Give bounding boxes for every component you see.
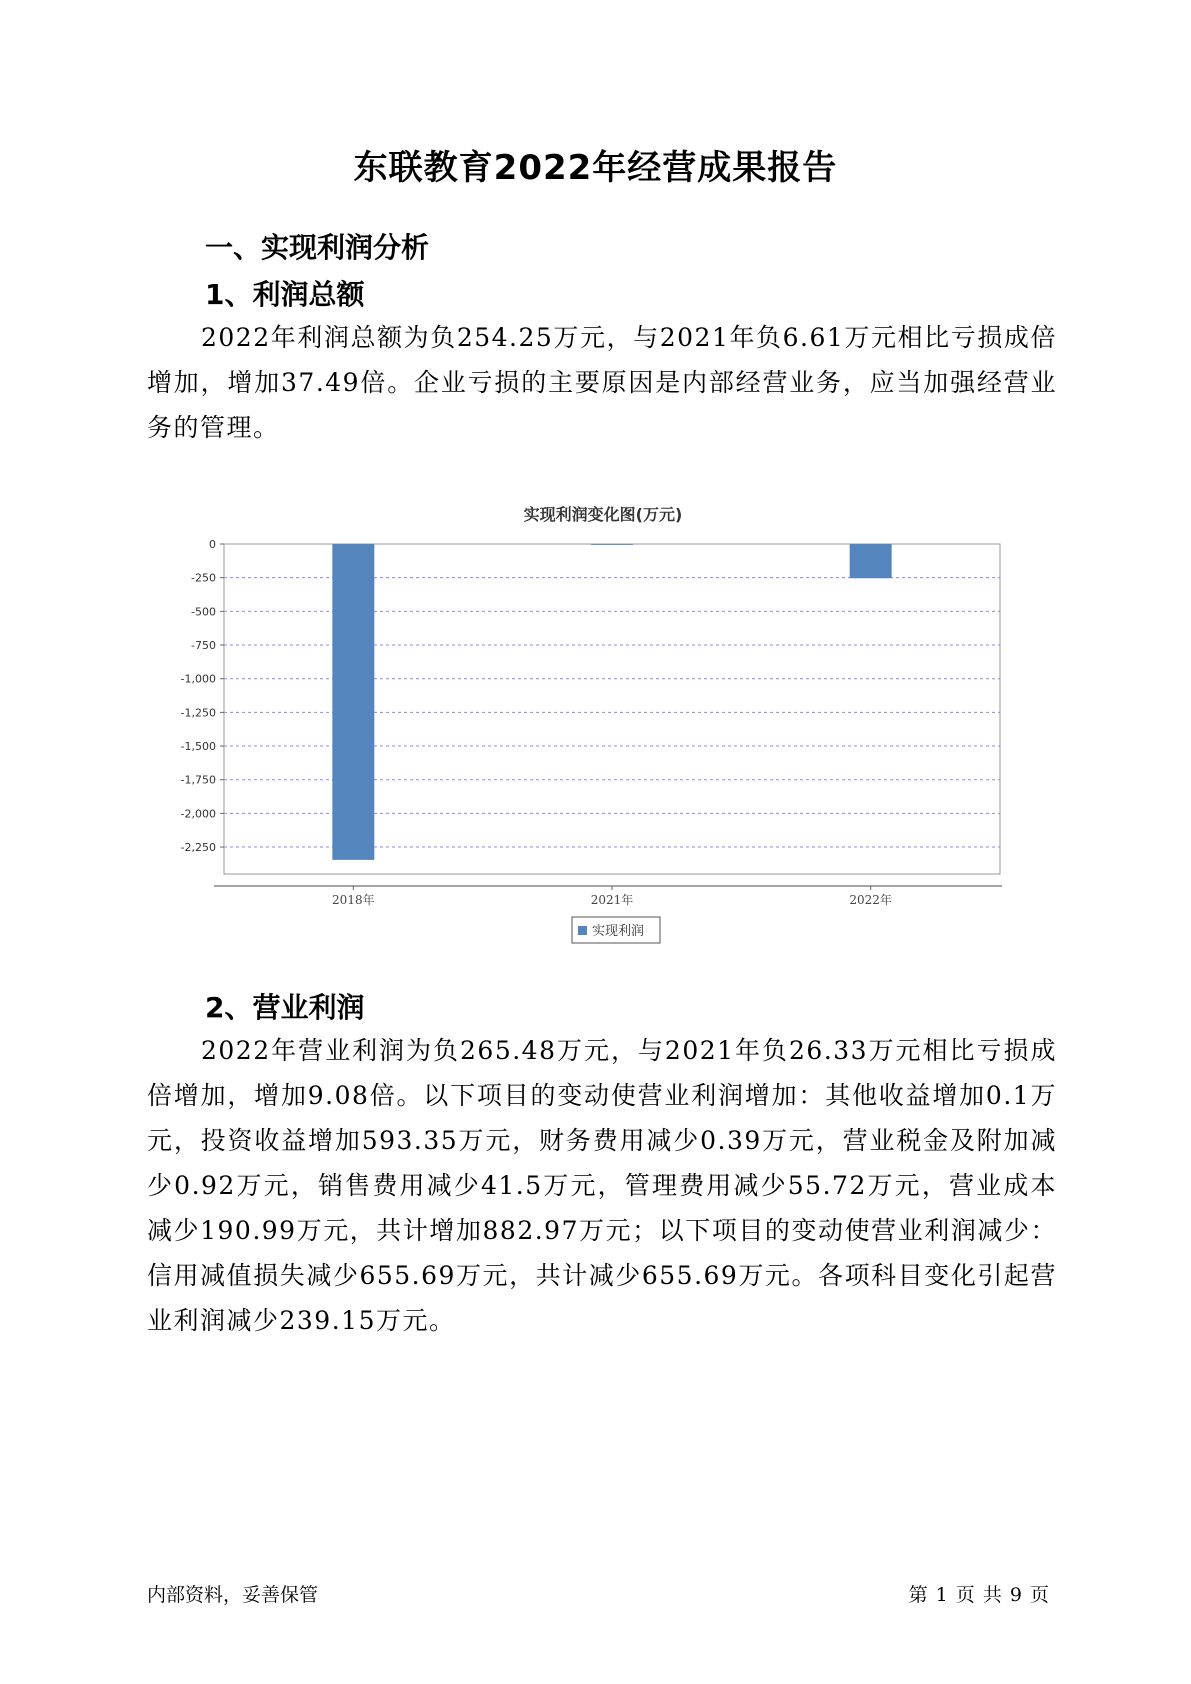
y-tick-label: 0 [209,538,216,551]
paragraph-total-profit: 2022年利润总额为负254.25万元，与2021年负6.61万元相比亏损成倍增加，增加37.49倍。企业亏损的主要原因是内部经营业务，应当加强经营业务的管理。 [147,323,1057,442]
y-tick-label: -1,000 [180,672,216,686]
bar-0 [332,544,374,860]
profit-chart [150,496,1050,956]
y-tick-label: -2,000 [180,807,216,821]
chart-title: 实现利润变化图(万元) [523,505,683,524]
subsection-heading-operating-profit: 2、营业利润 [205,991,365,1024]
document-title: 东联教育2022年经营成果报告 [353,148,838,188]
footer-confidential-note: 内部资料，妥善保管 [147,1584,319,1606]
legend-swatch [578,926,587,935]
chart-plot-area [181,538,1002,943]
y-tick-label: -1,250 [180,706,216,720]
x-tick-label: 2018年 [332,893,375,907]
y-tick-label: -250 [191,571,216,585]
y-tick-label: -1,500 [180,740,216,754]
footer-page-number: 第 1 页 共 9 页 [908,1584,1050,1606]
subsection-heading-total-profit: 1、利润总额 [205,278,365,311]
section-heading-profit-analysis: 一、实现利润分析 [205,231,430,264]
profit-chart-svg [150,496,1050,956]
bar-1 [591,544,633,545]
x-tick-label: 2021年 [590,893,634,907]
paragraph-operating-profit: 2022年营业利润为负265.48万元，与2021年负26.33万元相比亏损成倍增加，增加9.08倍。以下项目的变动使营业利润增加：其他收益增加0.1万元，投资收益增加593.35万元，财务费用减少0.39万元，营业税金及附加减少0.92万元，销售费用减少41.5万元，管理费用减少55.72万元，营业成本减少190.99万元，共计增加882.97万元；以下项目的变动使营业利润减少：信用减值损失减少655.69万元，共计减少655.69万元。各项科目变化引起营业利润减少239.15万元。 [147,1036,1057,1335]
bar-2 [850,544,892,578]
y-tick-label: -500 [191,605,216,619]
y-tick-label: -1,750 [180,773,216,787]
y-tick-label: -750 [191,639,216,653]
y-tick-label: -2,250 [180,841,216,855]
x-tick-label: 2022年 [849,893,892,907]
legend-label: 实现利润 [592,924,645,939]
